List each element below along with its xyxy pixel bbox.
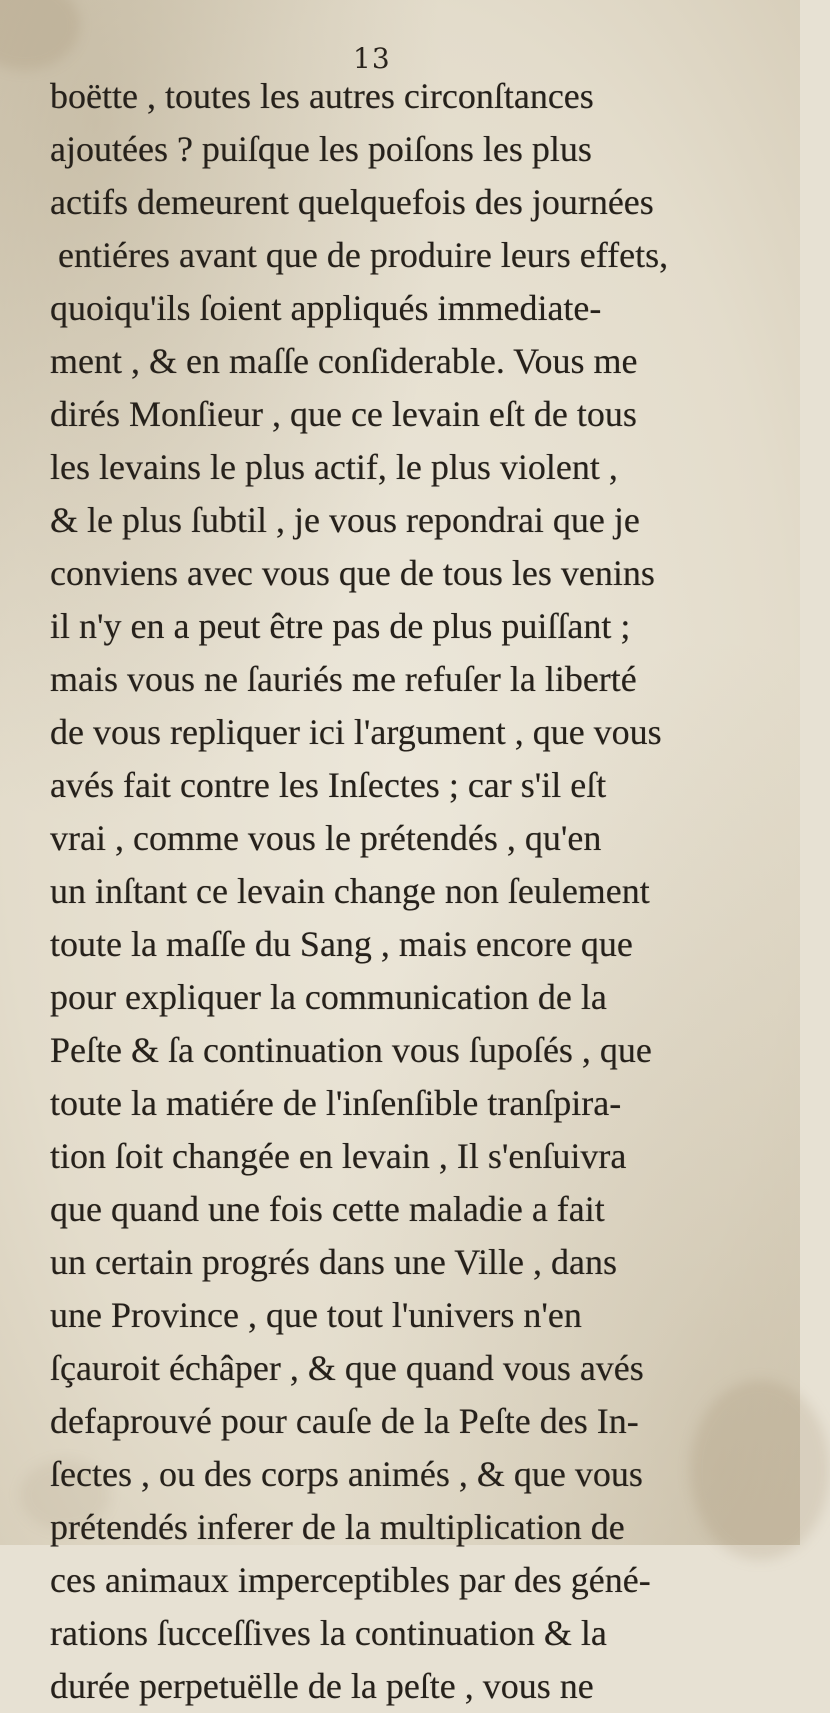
text-line: avés fait contre les Inſectes ; car s'il eſt xyxy=(50,765,607,805)
paper-stain xyxy=(0,0,80,70)
text-line: boëtte , toutes les autres circonſtances xyxy=(50,76,594,116)
text-line: ment , & en maſſe conſiderable. Vous me xyxy=(50,341,638,381)
text-line: conviens avec vous que de tous les venins xyxy=(50,553,655,593)
text-line: mais vous ne ſauriés me refuſer la liberté xyxy=(50,659,637,699)
text-line: toute la matiére de l'inſenſible tranſpira- xyxy=(50,1083,622,1123)
text-line: defaprouvé pour cauſe de la Peſte des In- xyxy=(50,1401,639,1441)
text-line: que quand une fois cette maladie a fait xyxy=(50,1189,605,1229)
text-line: actifs demeurent quelquefois des journées xyxy=(50,182,654,222)
text-line: ces animaux imperceptibles par des géné- xyxy=(50,1560,651,1600)
body-text xyxy=(50,70,750,1713)
text-line: durée perpetuëlle de la peſte , vous ne xyxy=(50,1666,594,1706)
text-line: pour expliquer la communication de la xyxy=(50,977,607,1017)
text-line: un certain progrés dans une Ville , dans xyxy=(50,1242,618,1282)
text-line: Peſte & ſa continuation vous ſupoſés , que xyxy=(50,1030,652,1070)
page-number: 13 xyxy=(353,42,391,75)
text-line: une Province , que tout l'univers n'en xyxy=(50,1295,582,1335)
text-line: entiéres avant que de produire leurs effets, xyxy=(58,235,669,275)
text-line: quoiqu'ils ſoient appliqués immediate- xyxy=(50,288,602,328)
text-line: il n'y en a peut être pas de plus puiſſant ; xyxy=(50,606,631,646)
text-line: tion ſoit changée en levain , Il s'enſuivra xyxy=(50,1136,627,1176)
text-line: les levains le plus actif, le plus violent , xyxy=(50,447,618,487)
text-line: & le plus ſubtil , je vous repondrai que je xyxy=(50,500,640,540)
text-line: ajoutées ? puiſque les poiſons les plus xyxy=(50,129,592,169)
text-line: vrai , comme vous le prétendés , qu'en xyxy=(50,818,602,858)
text-line: ſectes , ou des corps animés , & que vous xyxy=(50,1454,643,1494)
text-line: toute la maſſe du Sang , mais encore que xyxy=(50,924,633,964)
text-line: de vous repliquer ici l'argument , que vous xyxy=(50,712,662,752)
text-line: un inſtant ce levain change non ſeulement xyxy=(50,871,650,911)
text-line: dirés Monſieur , que ce levain eſt de tous xyxy=(50,394,637,434)
text-line: rations ſucceſſives la continuation & la xyxy=(50,1613,607,1653)
text-line: ſçauroit échâper , & que quand vous avés xyxy=(50,1348,644,1388)
text-line: prétendés inferer de la multiplication de xyxy=(50,1507,625,1547)
